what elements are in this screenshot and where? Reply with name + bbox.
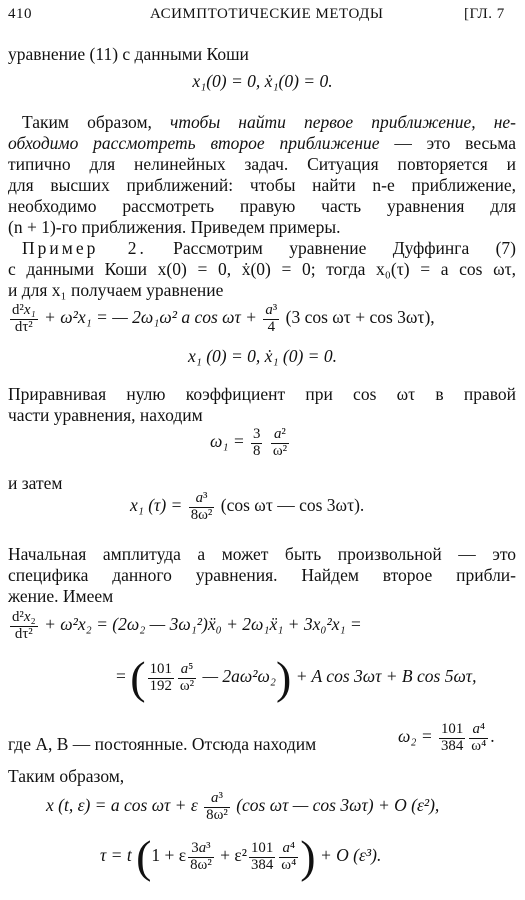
equation-x2-rhs: = ( $\frac{101}{192}$ $\frac{\text{a⁵}}{\text{ω²}}$ — 2aω²ω₂) + A cos 3ωτ + B cos 5ωτ,: [116, 652, 477, 704]
text-line: части уравнения, находим: [8, 405, 203, 425]
text-line: Таким образом,: [8, 766, 125, 786]
equation-cauchy-2: x₁ (0) = 0, ẋ₁ (0) = 0.: [187, 346, 337, 366]
text-line: Приравнивая нулю коэффициент при cos ωτ в правой: [8, 384, 516, 404]
text-line: для высших приближений: чтобы найти n-е приближение,: [8, 175, 516, 195]
equation-x2: $\frac{\text{d²x₂}}{\text{dτ²}}$ + ω²x₂ = (2ω₂ — 3ω₁²)ẍ₀ + 2ω₁ẍ₁ + 3x₀²x₁ =: [12, 609, 362, 642]
equation-x-series: x (t, ε) = a cos ωτ + ε $\frac{\text{a³}}{\text{8ω²}}$ (cos ωτ — cos 3ωτ) + O (ε²),: [46, 790, 440, 823]
text-line: и затем: [8, 473, 63, 493]
equation-cauchy-1: x₁(0) = 0, ẋ₁(0) = 0.: [192, 71, 333, 91]
text-line: Пример 2. Рассмотрим уравнение Дуффинга (7): [22, 238, 516, 258]
equation-omega1: ω₁ = $\frac{3}{8}$ $\frac{\text{a²}}{\text{ω²}}$: [210, 426, 288, 459]
text-line: специфика данного уравнения. Найдем второе прибли-: [8, 565, 516, 585]
equation-duffing-x1: $\frac{\text{d²x₁}}{\text{dτ²}}$ + ω²x₁ = — 2ω₁ω² a cos ωτ + $\frac{\text{a³}}{4}$ (3 cos ωτ + cos 3ωτ),: [12, 302, 435, 335]
equation-omega2: ω₂ = $\frac{101}{384}$ $\frac{\text{a⁴}}{\text{ω⁴}}$ .: [398, 721, 495, 754]
running-title: АСИМПТОТИЧЕСКИЕ МЕТОДЫ: [150, 6, 384, 22]
text-line: (n + 1)-го приближения. Приведем примеры.: [8, 217, 341, 237]
chapter-ref: [ГЛ. 7: [464, 6, 505, 22]
text-line: и для x₁ получаем уравнение: [8, 280, 224, 300]
text-line: уравнение (11) с данными Коши: [8, 44, 249, 64]
text-line: с данными Коши x(0) = 0, ẋ(0) = 0; тогда x₀(τ) = a cos ωτ,: [8, 259, 516, 279]
text-line: где A, B — постоянные. Отсюда находим: [8, 734, 317, 754]
text-line: обходимо рассмотреть второе приближение — это весьма: [8, 133, 516, 153]
text-line: типично для нелинейных задач. Ситуация повторяется и: [8, 154, 516, 174]
text-line: необходимо рассмотреть правую часть уравнения для: [8, 196, 516, 216]
equation-x1-solution: x₁ (τ) = $\frac{\text{a³}}{\text{8ω²}}$ (cos ωτ — cos 3ωτ).: [130, 490, 365, 523]
text-line: Таким образом, чтобы найти первое приближение, не-: [22, 112, 516, 132]
text-line: Начальная амплитуда a может быть произвольной — это: [8, 544, 516, 564]
text-line: жение. Имеем: [8, 586, 114, 606]
page-number: 410: [8, 6, 32, 22]
equation-tau-series: τ = t (1 + ε $\frac{\text{3a³}}{\text{8ω²}}$ + ε² $\frac{101}{384}$ $\frac{\text{a⁴}}{\text{ω⁴}}$ ) + O (ε³).: [100, 831, 382, 883]
